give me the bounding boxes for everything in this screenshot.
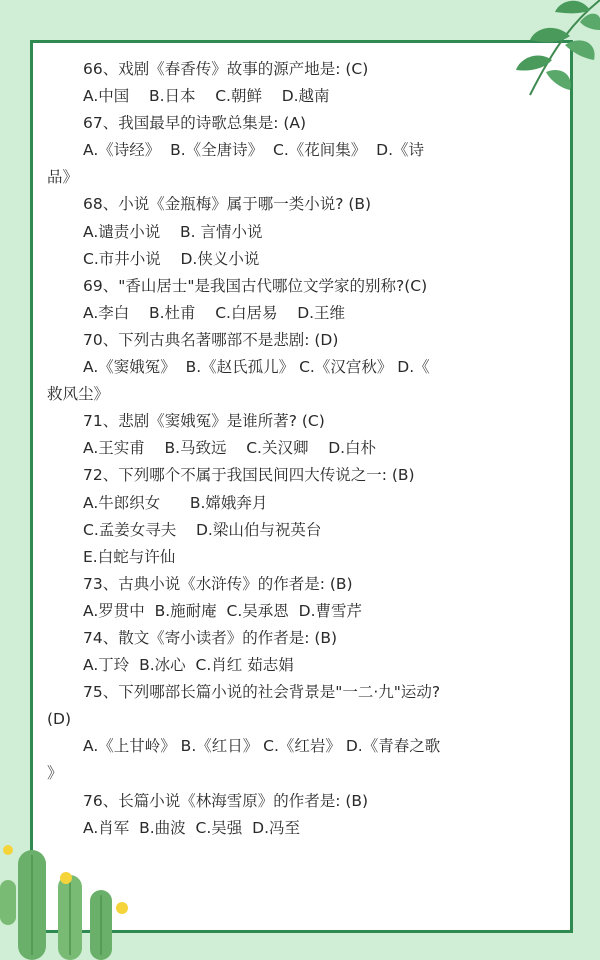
text-line: E.白蛇与许仙 [83,547,176,566]
text-line: 品》 [47,168,79,187]
text-line: 76、长篇小说《林海雪原》的作者是: (B) [83,791,369,810]
text-line: A.王实甫 B.马致远 C.关汉卿 D.白朴 [83,439,377,458]
text-line: A.中国 B.日本 C.朝鲜 D.越南 [83,87,330,106]
text-line: 71、悲剧《窦娥冤》是谁所著? (C) [83,412,325,431]
text-line: A.李白 B.杜甫 C.白居易 D.王维 [83,303,346,322]
quiz-text-block [47,56,547,842]
text-line: 73、古典小说《水浒传》的作者是: (B) [83,574,353,593]
text-line: 66、戏剧《春香传》故事的源产地是: (C) [83,60,369,78]
text-line: A.《窦娥冤》 B.《赵氏孤儿》 C.《汉宫秋》 D.《 [83,358,430,377]
text-line: A.谴责小说 B. 言情小说 [83,222,263,241]
text-line: C.孟姜女寻夫 D.梁山伯与祝英台 [83,520,322,539]
text-line: A.《上甘岭》 B.《红日》 C.《红岩》 D.《青春之歌 [83,737,441,756]
text-line: (D) [47,710,72,729]
text-line: 67、我国最早的诗歌总集是: (A) [83,114,307,133]
text-line: A.罗贯中 B.施耐庵 C.吴承恩 D.曹雪芹 [83,601,362,620]
text-line: 74、散文《寄小读者》的作者是: (B) [83,628,338,647]
text-line: 72、下列哪个不属于我国民间四大传说之一: (B) [83,466,415,485]
text-line: A.《诗经》 B.《全唐诗》 C.《花间集》 D.《诗 [83,141,424,160]
text-line: 救风尘》 [47,385,110,404]
text-line: 68、小说《金瓶梅》属于哪一类小说? (B) [83,195,372,214]
text-line: C.市井小说 D.侠义小说 [83,249,260,268]
text-line: 69、"香山居士"是我国古代哪位文学家的别称?(C) [83,276,428,295]
text-line: A.肖军 B.曲波 C.吴强 D.冯至 [83,818,300,837]
text-line: 》 [47,764,63,783]
text-line: 75、下列哪部长篇小说的社会背景是"一二·九"运动? [83,683,441,702]
text-line: 70、下列古典名著哪部不是悲剧: (D) [83,330,339,349]
text-line: A.牛郎织女 B.嫦娥奔月 [83,493,268,512]
text-line: A.丁玲 B.冰心 C.肖红 茹志娟 [83,656,294,675]
